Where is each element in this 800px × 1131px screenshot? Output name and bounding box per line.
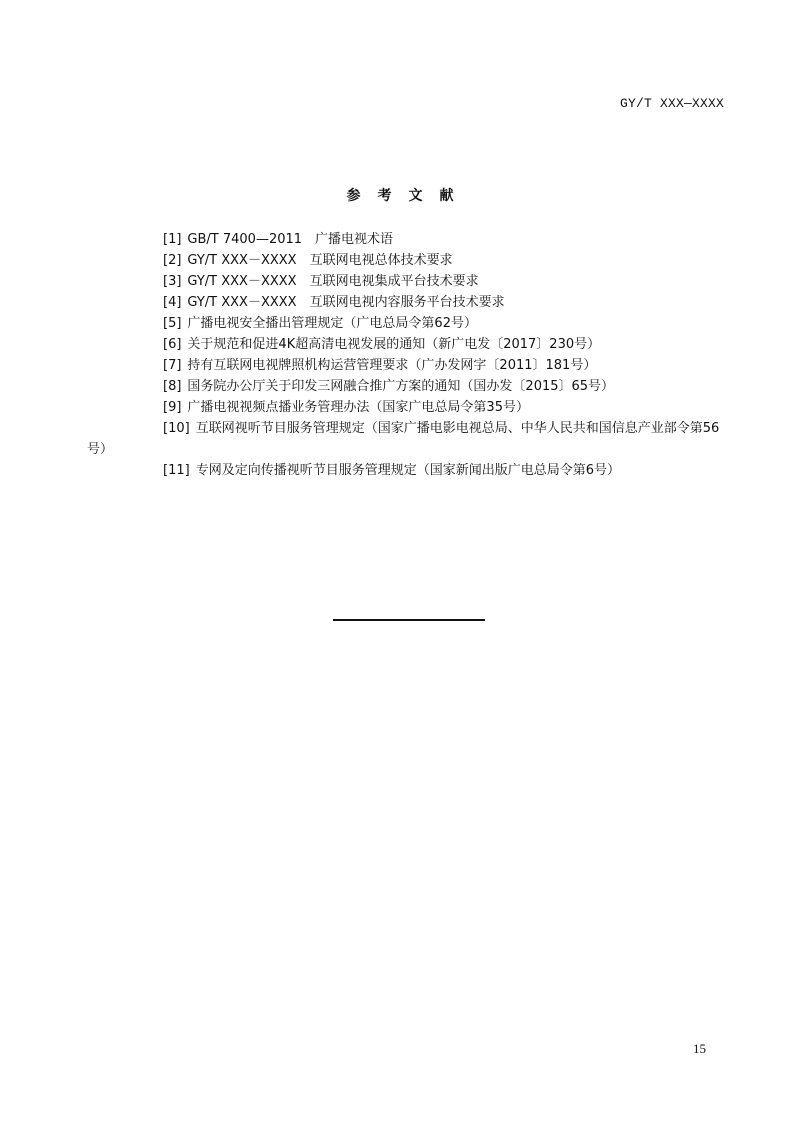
reference-item [87, 229, 727, 250]
reference-item [87, 418, 727, 460]
reference-number: [1] [163, 232, 182, 247]
reference-number: [7] [163, 358, 182, 373]
reference-item [87, 376, 727, 397]
reference-text: 持有互联网电视牌照机构运营管理要求（广办发网字〔2011〕181号） [187, 358, 597, 373]
reference-text: GY/T XXX－XXXX 互联网电视集成平台技术要求 [187, 274, 479, 289]
reference-number: [3] [163, 274, 182, 289]
end-rule [333, 619, 485, 621]
reference-text: GB/T 7400—2011 广播电视术语 [187, 232, 394, 247]
reference-number: [4] [163, 295, 182, 310]
page-title: 参考文献 [346, 188, 471, 204]
reference-item [87, 460, 727, 481]
reference-text: 关于规范和促进4K超高清电视发展的通知（新广电发〔2017〕230号） [187, 337, 601, 352]
reference-text: GY/T XXX－XXXX 互联网电视总体技术要求 [187, 253, 453, 268]
reference-number: [11] [163, 463, 190, 478]
reference-number: [5] [163, 316, 182, 331]
reference-item [87, 250, 727, 271]
reference-text: 广播电视视频点播业务管理办法（国家广电总局令第35号） [187, 400, 529, 415]
standard-code: GY/T XXX—XXXX [619, 96, 724, 111]
reference-item [87, 334, 727, 355]
reference-item [87, 355, 727, 376]
reference-text: 国务院办公厅关于印发三网融合推广方案的通知（国办发〔2015〕65号） [187, 379, 615, 394]
reference-item [87, 313, 727, 334]
reference-text: 广播电视安全播出管理规定（广电总局令第62号） [187, 316, 477, 331]
reference-item [87, 271, 727, 292]
reference-number: [6] [163, 337, 182, 352]
reference-number: [8] [163, 379, 182, 394]
reference-item [87, 397, 727, 418]
reference-text: GY/T XXX－XXXX 互联网电视内容服务平台技术要求 [187, 295, 505, 310]
reference-item [87, 292, 727, 313]
page-number: 15 [693, 1041, 706, 1056]
reference-number: [2] [163, 253, 182, 268]
reference-text: 专网及定向传播视听节目服务管理规定（国家新闻出版广电总局令第6号） [195, 463, 620, 478]
reference-list [87, 229, 727, 481]
reference-text: 互联网视听节目服务管理规定（国家广播电影电视总局、中华人民共和国信息产业部令第56号） [87, 421, 720, 457]
reference-number: [10] [163, 421, 190, 436]
reference-number: [9] [163, 400, 182, 415]
